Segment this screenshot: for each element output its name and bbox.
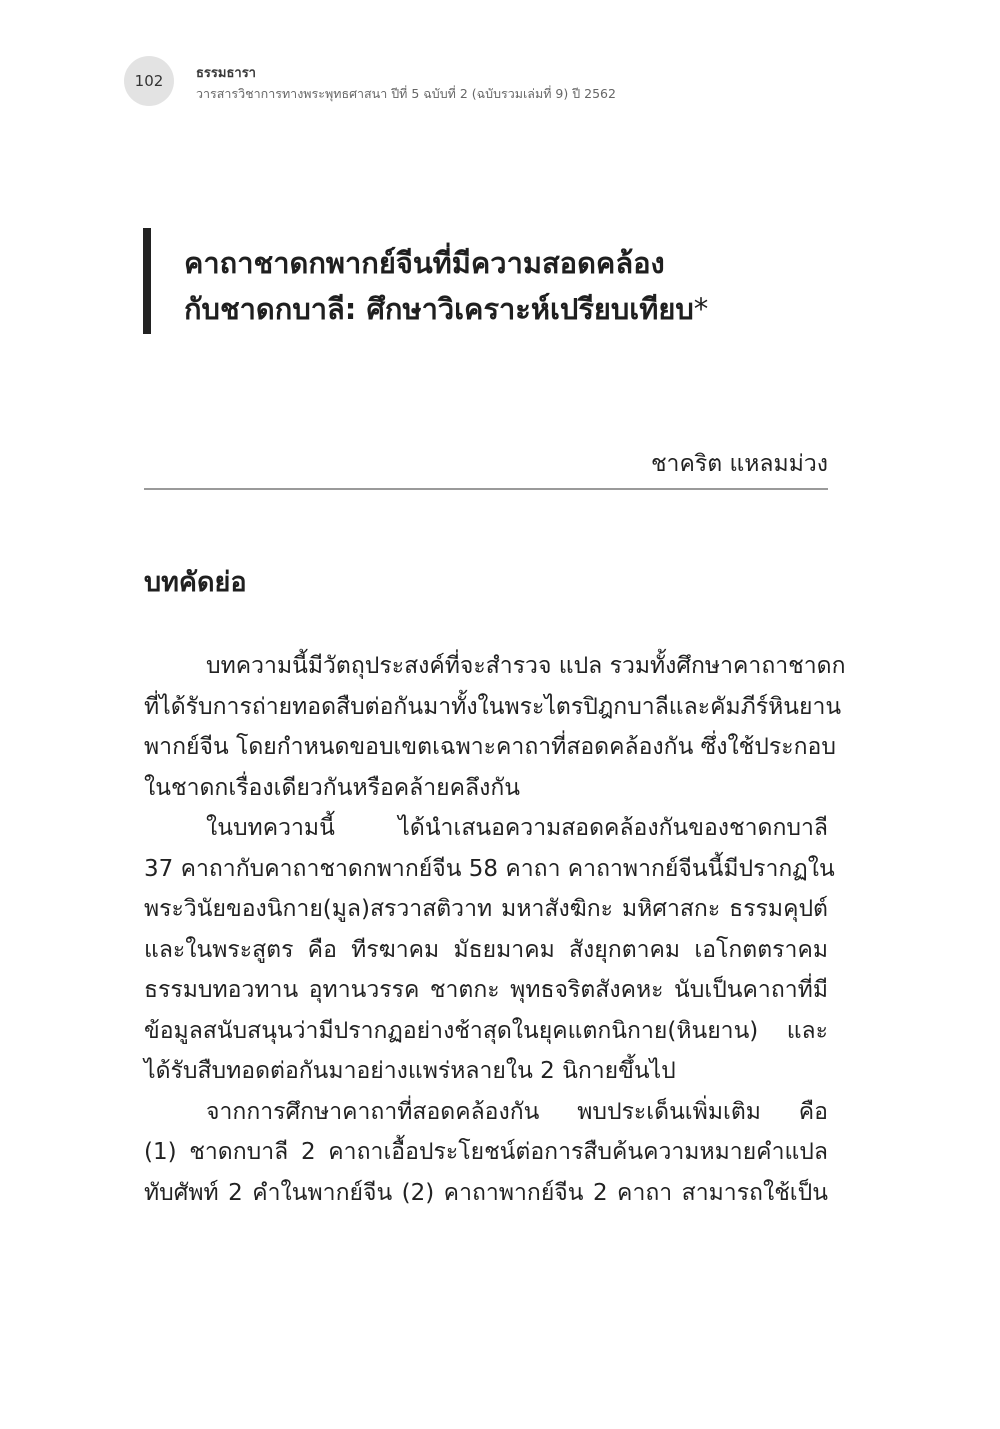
abstract-line: และในพระสูตร คือ ทีรฆาคม มัธยมาคม สังยุกตาคม เอโกตตราคม <box>144 936 828 963</box>
author-name: ชาคริต แหลมม่วง <box>650 451 828 477</box>
abstract-line: ธรรมบทอวทาน อุทานวรรค ชาตกะ พุทธจริตสังคหะ นับเป็นคาถาที่มี <box>144 977 828 1003</box>
title-line-2 <box>184 286 824 332</box>
abstract-line: ที่ได้รับการถ่ายทอดสืบต่อกันมาทั้งในพระไตรปิฎกบาลีและคัมภีร์หินยาน <box>144 693 842 720</box>
abstract-line: พระวินัยของนิกาย(มูล)สรวาสติวาท มหาสังฆิกะ มหิศาสกะ ธรรมคุปต์ <box>144 896 828 922</box>
abstract-line: ได้รับสืบทอดต่อกันมาอย่างแพร่หลายใน 2 นิกายขึ้นไป <box>144 1058 676 1084</box>
abstract-line: พากย์จีน โดยกำหนดขอบเขตเฉพาะคาถาที่สอดคล้องกัน ซึ่งใช้ประกอบ <box>144 734 836 760</box>
journal-name: ธรรมธารา <box>196 66 256 81</box>
abstract-body <box>144 646 846 1213</box>
abstract-line: ในบทความนี้ ได้นำเสนอความสอดคล้องกันของชาดกบาลี <box>206 815 828 841</box>
abstract-line: 37 คาถากับคาถาชาดกพากย์จีน 58 คาถา คาถาพากย์จีนนี้มีปรากฏใน <box>144 855 835 882</box>
title-line-1: คาถาชาดกพากย์จีนที่มีความสอดคล้อง <box>184 246 665 280</box>
title-footnote-mark[interactable]: * <box>693 292 709 326</box>
title-accent-bar <box>143 228 151 334</box>
abstract-line: ทับศัพท์ 2 คำในพากย์จีน (2) คาถาพากย์จีน 2 คาถา สามารถใช้เป็น <box>144 1179 828 1206</box>
journal-subtitle: วารสารวิชาการทางพระพุทธศาสนา ปีที่ 5 ฉบับที่ 2 (ฉบับรวมเล่มที่ 9) ปี 2562 <box>196 86 616 101</box>
abstract-line: ข้อมูลสนับสนุนว่ามีปรากฏอย่างช้าสุดในยุคแตกนิกาย(หินยาน) และ <box>144 1017 828 1044</box>
page-number: 102 <box>124 56 174 106</box>
abstract-line: ในชาดกเรื่องเดียวกันหรือคล้ายคลึงกัน <box>144 774 520 801</box>
abstract-line: จากการศึกษาคาถาที่สอดคล้องกัน พบประเด็นเพิ่มเติม คือ <box>206 1098 828 1125</box>
abstract-line: (1) ชาดกบาลี 2 คาถาเอื้อประโยชน์ต่อการสืบค้นความหมายคำแปล <box>144 1139 828 1165</box>
article-title <box>184 240 824 332</box>
abstract-heading: บทคัดย่อ <box>144 567 247 598</box>
author-divider <box>144 488 828 490</box>
abstract-line: บทความนี้มีวัตถุประสงค์ที่จะสำรวจ แปล รวมทั้งศึกษาคาถาชาดก <box>206 653 846 679</box>
title-line-2-text: กับชาดกบาลี: ศึกษาวิเคราะห์เปรียบเทียบ <box>184 292 694 326</box>
